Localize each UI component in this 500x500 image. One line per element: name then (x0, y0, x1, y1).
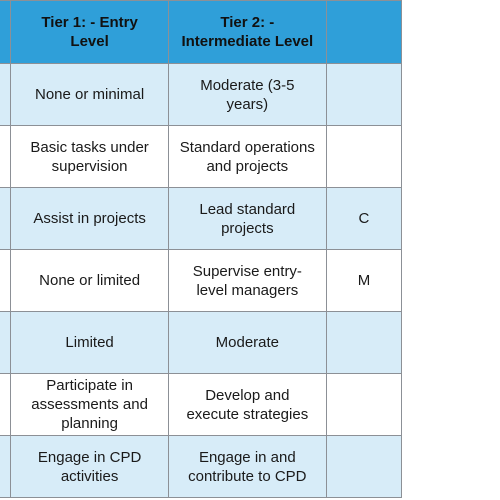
tier-3-cell (326, 374, 401, 436)
tier-1-cell: Assist in projects (11, 188, 168, 250)
row-item-cell (0, 250, 11, 312)
table-row (0, 188, 402, 250)
row-item-cell (0, 436, 11, 498)
table-row (0, 374, 402, 436)
table-row (0, 64, 402, 126)
tier-1-cell: Limited (11, 312, 168, 374)
header-tier-3 (326, 1, 401, 64)
tier-3-cell: M (326, 250, 401, 312)
table-header-row (0, 1, 402, 64)
tier-2-cell: Supervise entry-level managers (168, 250, 326, 312)
row-item-cell (0, 188, 11, 250)
tier-3-cell: C (326, 188, 401, 250)
table-row (0, 126, 402, 188)
row-item-cell (0, 312, 11, 374)
tier-1-cell: Basic tasks under supervision (11, 126, 168, 188)
row-item-cell (0, 64, 11, 126)
table-row (0, 250, 402, 312)
tier-1-cell: None or limited (11, 250, 168, 312)
tier-2-cell: Develop and execute strategies (168, 374, 326, 436)
tier-3-cell (326, 126, 401, 188)
row-item-cell (0, 374, 11, 436)
header-tier-1: Tier 1: - Entry Level (11, 1, 168, 64)
tier-1-cell: Engage in CPD activities (11, 436, 168, 498)
tier-1-cell: Participate in assessments and planning (11, 374, 168, 436)
tier-1-cell: None or minimal (11, 64, 168, 126)
tier-2-cell: Moderate (168, 312, 326, 374)
tier-2-cell: Lead standard projects (168, 188, 326, 250)
row-item-cell (0, 126, 11, 188)
tier-2-cell: Moderate (3-5 years) (168, 64, 326, 126)
tier-3-cell (326, 64, 401, 126)
table-row (0, 312, 402, 374)
table-row (0, 436, 402, 498)
tier-3-cell (326, 312, 401, 374)
tier-2-cell: Engage in and contribute to CPD (168, 436, 326, 498)
header-item (0, 1, 11, 64)
tier-3-cell (326, 436, 401, 498)
header-tier-2: Tier 2: - Intermediate Level (168, 1, 326, 64)
tier-2-cell: Standard operations and projects (168, 126, 326, 188)
